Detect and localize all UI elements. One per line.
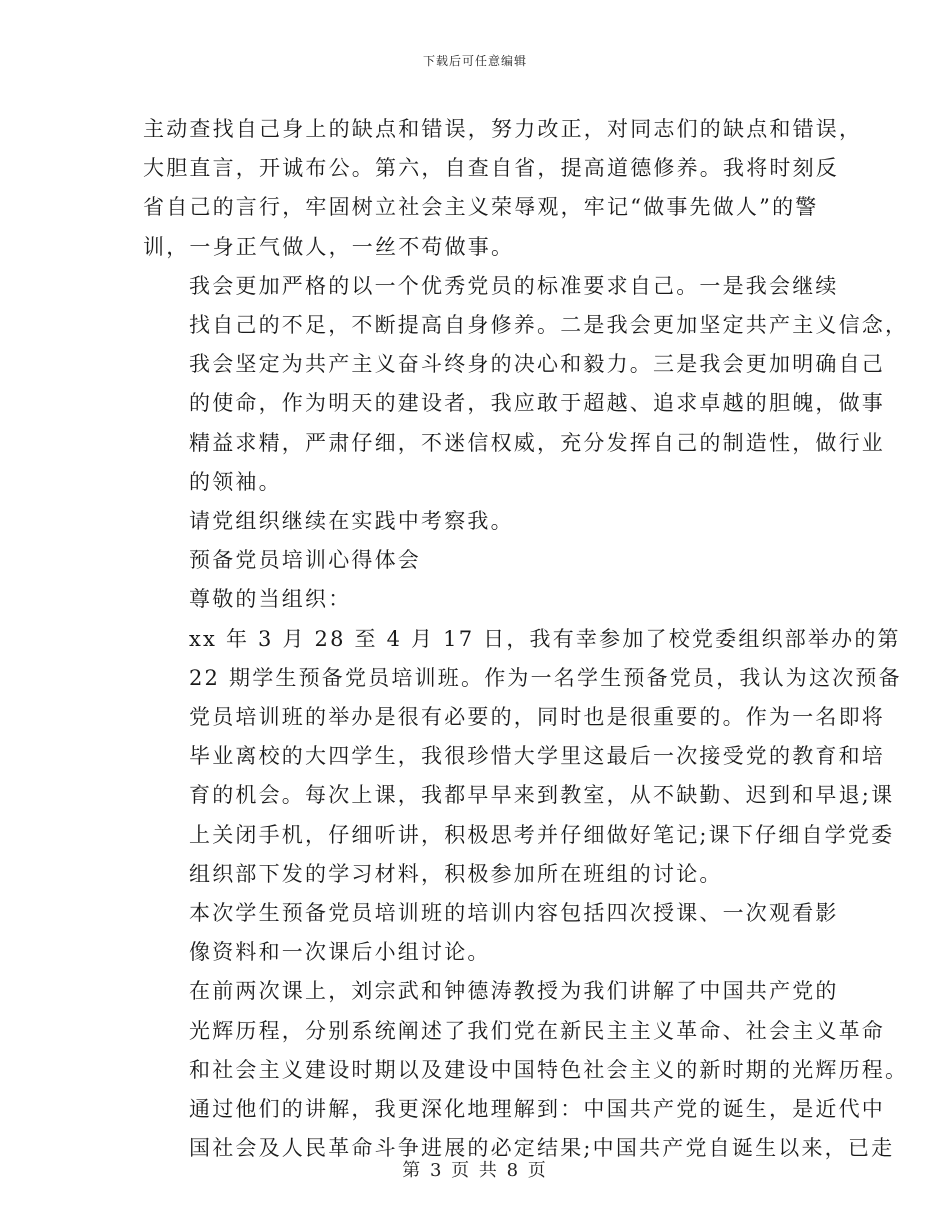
text-line: xx 年 3 月 28 至 4 月 17 日，我有幸参加了校党委组织部举办的第 bbox=[189, 626, 901, 651]
page-header-note: 下载后可任意编辑 bbox=[422, 54, 527, 68]
text-line: 组织部下发的学习材料，积极参加所在班组的讨论。 bbox=[189, 861, 723, 886]
text-line: 通过他们的讲解，我更深化地理解到：中国共产党的诞生，是近代中 bbox=[189, 1097, 885, 1122]
page-number-footer: 第 3 页 共 8 页 bbox=[402, 1160, 548, 1181]
text-line: 22 期学生预备党员培训班。作为一名学生预备党员，我认为这次预备 bbox=[189, 665, 902, 690]
text-line: 像资料和一次课后小组讨论。 bbox=[189, 940, 491, 965]
text-line: 和社会主义建设时期以及建设中国特色社会主义的新时期的光辉历程。 bbox=[189, 1057, 909, 1082]
text-line: 省自己的言行，牢固树立社会主义荣辱观，牢记“做事先做人”的警 bbox=[143, 195, 819, 220]
text-line: 请党组织继续在实践中考察我。 bbox=[189, 509, 514, 534]
body-paragraph bbox=[143, 620, 902, 894]
body-paragraph bbox=[143, 541, 815, 580]
text-line: 育的机会。每次上课，我都早早来到教室，从不缺勤、迟到和早退;课 bbox=[189, 783, 895, 808]
text-line: 在前两次课上，刘宗武和钟德涛教授为我们讲解了中国共产党的 bbox=[189, 979, 839, 1004]
body-paragraph bbox=[143, 972, 909, 1168]
body-paragraph bbox=[143, 894, 839, 972]
text-line: 精益求精，严肃仔细，不迷信权威，充分发挥自己的制造性，做行业 bbox=[189, 430, 885, 455]
text-line: 国社会及人民革命斗争进展的必定结果;中国共产党自诞生以来，已走 bbox=[189, 1136, 895, 1161]
text-line: 的领袖。 bbox=[189, 469, 282, 494]
text-line: 我会更加严格的以一个优秀党员的标准要求自己。一是我会继续 bbox=[189, 273, 839, 298]
text-line: 找自己的不足，不断提高自身修养。二是我会更加坚定共产主义信念， bbox=[189, 313, 909, 338]
text-line: 的使命，作为明天的建设者，我应敢于超越、追求卓越的胆魄，做事 bbox=[189, 391, 885, 416]
text-line: 党员培训班的举办是很有必要的，同时也是很重要的。作为一名即将 bbox=[189, 705, 885, 730]
text-line: 大胆直言，开诚布公。第六，自查自省，提高道德修养。我将时刻反 bbox=[143, 156, 839, 181]
text-line: 主动查找自己身上的缺点和错误，努力改正，对同志们的缺点和错误， bbox=[143, 117, 863, 141]
body-paragraph bbox=[143, 110, 863, 267]
body-paragraph bbox=[143, 580, 815, 619]
text-line: 训，一身正气做人，一丝不苟做事。 bbox=[143, 234, 515, 259]
body-paragraph bbox=[143, 502, 815, 541]
text-line: 上关闭手机，仔细听讲，积极思考并仔细做好笔记;课下仔细自学党委 bbox=[189, 822, 895, 847]
text-line: 预备党员培训心得体会 bbox=[189, 548, 421, 573]
body-paragraph bbox=[143, 267, 909, 502]
text-line: 我会坚定为共产主义奋斗终身的决心和毅力。三是我会更加明确自己 bbox=[189, 352, 885, 377]
text-line: 尊敬的当组织： bbox=[189, 587, 352, 612]
document-body bbox=[143, 110, 909, 1168]
text-line: 毕业离校的大四学生，我很珍惜大学里这最后一次接受党的教育和培 bbox=[189, 744, 885, 769]
text-line: 本次学生预备党员培训班的培训内容包括四次授课、一次观看影 bbox=[189, 901, 839, 926]
text-line: 光辉历程，分别系统阐述了我们党在新民主主义革命、社会主义革命 bbox=[189, 1018, 885, 1043]
